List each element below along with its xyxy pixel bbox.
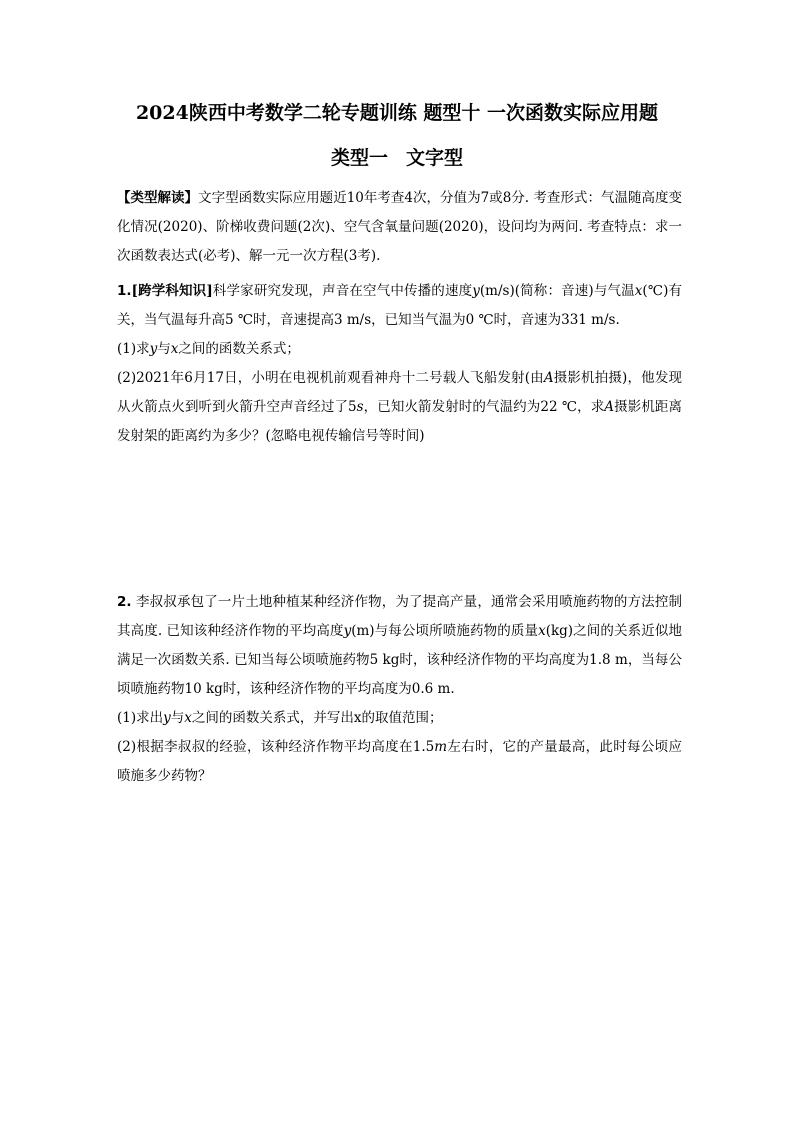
question-2-part-2 bbox=[117, 733, 682, 791]
variable-x: x bbox=[184, 710, 192, 726]
part-text: 左右时，它的产量最高，此时每公顷应喷施多少药物？ bbox=[117, 739, 683, 784]
variable-a: A bbox=[604, 399, 615, 415]
unit-s: s bbox=[356, 399, 364, 415]
type-intro bbox=[117, 184, 682, 271]
variable-x: x bbox=[538, 623, 546, 639]
part-text: 与 bbox=[170, 710, 185, 726]
part-text: 之间的函数关系式； bbox=[178, 341, 300, 357]
section-type-label: 类型一 bbox=[330, 147, 388, 169]
question-1-text: (m/s)(简称：音速)与气温 bbox=[479, 283, 635, 299]
intro-tag: 【类型解读】 bbox=[117, 190, 199, 206]
question-2-part-1 bbox=[117, 704, 682, 733]
question-1-number: 1. bbox=[117, 283, 132, 299]
question-1-part-1 bbox=[117, 335, 682, 364]
variable-y: y bbox=[472, 283, 480, 299]
part-text: (1)求 bbox=[117, 341, 150, 357]
question-2-text: (m)与每公顷所喷施药物的质量 bbox=[351, 623, 539, 639]
part-text: 摄影机距离发射架的距离约为多少？(忽略电视传输信号等时间) bbox=[117, 399, 683, 444]
question-2-number: 2. bbox=[117, 594, 132, 610]
question-2-stem bbox=[117, 588, 682, 704]
question-1-text: (℃)有关，当气温每升高5 ℃时，音速提高3 m/s，已知当气温为0 ℃时，音速为331 m/s. bbox=[117, 283, 682, 328]
question-1-stem bbox=[117, 277, 682, 335]
variable-y: y bbox=[343, 623, 352, 639]
question-1-tag: [跨学科知识] bbox=[131, 283, 213, 299]
part-text: ，已知火箭发射时的气温约为22 ℃，求 bbox=[363, 399, 605, 415]
question-1-part-2 bbox=[117, 364, 682, 451]
variable-x: x bbox=[170, 341, 179, 357]
question-2-text: 李叔叔承包了一片土地种植某种经济作物，为了提高产量，通常会采用喷施药物的方法控制其高度. 已知该种经济作物的平均高度 bbox=[117, 594, 682, 639]
question-2-text: (kg)之间的关系近似地满足一次函数关系. 已知当每公顷喷施药物5 kg时，该种经济作物的平均高度为1.8 m，当每公顷喷施药物10 kg时，该种经济作物的平均高度为0.6 m. bbox=[117, 623, 682, 697]
intro-text: 文字型函数实际应用题近10年考查4次，分值为7或8分. 考查形式：气温随高度变化情况(2020)、阶梯收费问题(2次)、空气含氧量问题(2020)，设问均为两问. 考查特点：求一次函数表达式(必考)、解一元一次方程(3考). bbox=[117, 190, 683, 264]
part-text: (2)根据李叔叔的经验，该种经济作物平均高度在1.5 bbox=[117, 739, 435, 755]
unit-m: m bbox=[434, 739, 448, 755]
section-title bbox=[0, 145, 794, 171]
part-text: 摄影机拍摄)，他发现从火箭点火到听到火箭升空声音经过了5 bbox=[117, 370, 682, 415]
section-type-name: 文字型 bbox=[406, 147, 464, 169]
part-text: (2)2021年6月17日，小明在电视机前观看神舟十二号载人飞船发射(由 bbox=[117, 370, 544, 386]
part-text: 之间的函数关系式，并写出x的取值范围； bbox=[191, 710, 443, 726]
variable-y: y bbox=[149, 341, 158, 357]
question-1-text: 科学家研究发现，声音在空气中传播的速度 bbox=[212, 283, 473, 299]
part-text: 与 bbox=[157, 341, 171, 357]
part-text: (1)求出 bbox=[117, 710, 164, 726]
variable-y: y bbox=[163, 710, 171, 726]
variable-a: A bbox=[543, 370, 554, 386]
variable-x: x bbox=[634, 283, 643, 299]
page-title: 2024陕西中考数学二轮专题训练 题型十 一次函数实际应用题 bbox=[135, 102, 659, 124]
